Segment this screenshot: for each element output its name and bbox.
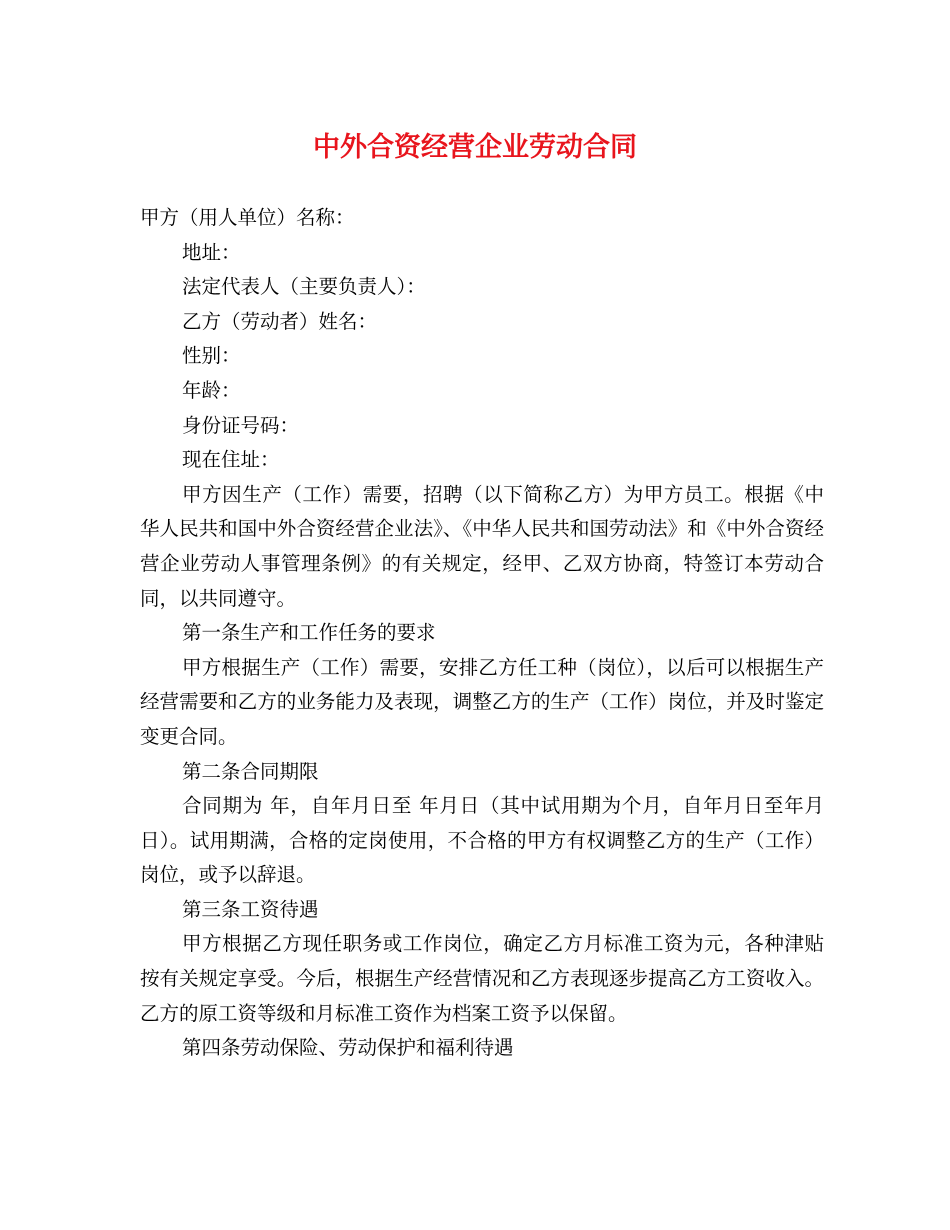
legal-rep-field: 法定代表人（主要负责人）：	[182, 275, 426, 299]
employer-name-field: 甲方（用人单位）名称：	[140, 206, 355, 229]
gender-field: 性别：	[182, 344, 241, 368]
employee-name-field: 乙方（劳动者）姓名：	[182, 309, 378, 333]
article-1-heading: 第一条生产和工作任务的要求	[182, 621, 436, 645]
address-field: 地址：	[182, 240, 241, 264]
article-3-text: 甲方根据乙方现任职务或工作岗位，确定乙方月标准工资为元，各种津贴按有关规定享受。今后，根据生产经营情况和乙方表现逐步提高乙方工资收入。乙方的原工资等级和月标准工资作为档案工资予以保留。	[140, 932, 824, 1025]
age-field: 年龄：	[182, 378, 241, 402]
intro-paragraph: 甲方因生产（工作）需要，招聘（以下简称乙方）为甲方员工。根据《中华人民共和国中外合资经营企业法》、《中华人民共和国劳动法》和《中外合资经营企业劳动人事管理条例》的有关规定，经甲、乙双方协商，特签订本劳动合同，以共同遵守。	[140, 482, 824, 610]
article-4-heading: 第四条劳动保险、劳动保护和福利待遇	[182, 1036, 514, 1060]
id-number-field: 身份证号码：	[182, 413, 300, 437]
article-2-text: 合同期为 年，自年月日至 年月日（其中试用期为个月，自年月日至年月日）。试用期满，合格的定岗使用，不合格的甲方有权调整乙方的生产（工作）岗位，或予以辞退。	[140, 794, 824, 887]
current-address-field: 现在住址：	[182, 448, 280, 472]
article-2-heading: 第二条合同期限	[182, 759, 319, 783]
document-body	[140, 201, 824, 1066]
article-1-text: 甲方根据生产（工作）需要，安排乙方任工种（岗位），以后可以根据生产经营需要和乙方的业务能力及表现，调整乙方的生产（工作）岗位，并及时鉴定变更合同。	[140, 655, 824, 748]
article-3-heading: 第三条工资待遇	[182, 897, 319, 921]
document-title: 中外合资经营企业劳动合同	[313, 132, 637, 163]
